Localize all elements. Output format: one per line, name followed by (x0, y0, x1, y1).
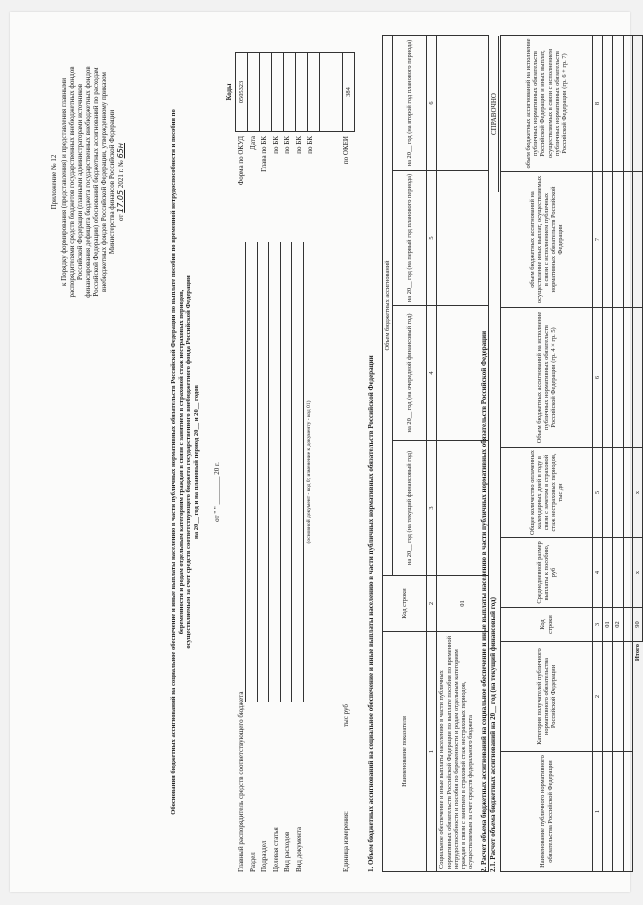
code-bk-2 (284, 53, 296, 132)
doc-note: (основной документ - код 0; изменение к документу - код 01) (306, 400, 312, 544)
s2-num: 2 (593, 642, 603, 752)
s2-head: Среднедневной размер выплаты к пособию, руб (501, 538, 593, 608)
reference-label: СПРАВОЧНО (490, 36, 499, 192)
s1-num: 6 (427, 35, 437, 170)
section2-table (500, 35, 643, 872)
s2-num: 7 (593, 172, 603, 308)
s2-num: 1 (593, 752, 603, 872)
s2-row-code (623, 608, 632, 642)
field-vid-dokumenta: Вид документа (294, 826, 303, 872)
field-podrazdel: Подраздел (260, 840, 268, 872)
title-line-2: беременности и родам отдельным категориям граждан в связи с занятием в страховой стаж нестраховых периодов, (177, 289, 185, 635)
s2-row-code: 02 (613, 608, 623, 642)
s1-head-code: Код строки (383, 576, 427, 632)
appendix-line: к Порядку формирования (представления) и представления главными (60, 77, 69, 287)
s2-row-code: 01 (603, 608, 613, 642)
code-label: по БК (306, 136, 314, 154)
code-date (248, 53, 260, 132)
s1-num: 5 (427, 171, 437, 306)
field-line (280, 242, 281, 702)
s2-head: Общее количество оплаченных календарных дней в году в связи с зачетом в страховой стаж нестраховых периодов, тыс дн (501, 448, 593, 538)
section1-title: 1. Объем бюджетных ассигнований на социальное обеспечение и иные выплаты населению в части публичных нормативных обязательств Российской Федерации (367, 355, 375, 872)
s1-num: 3 (427, 441, 437, 576)
order-number: 65н (116, 142, 126, 159)
order-prefix: от (117, 214, 126, 222)
field-line (257, 242, 258, 702)
order-date: 17.05 (116, 189, 126, 213)
s1-row-code: 01 (437, 576, 489, 632)
appendix-line: внебюджетных фондов Российской Федерации, утвержденному приказом (100, 72, 109, 292)
s2-head: Объем бюджетных ассигнований на исполнение публичных нормативных обязательств Российской Федерации (гр. 4 × гр. 5) (501, 308, 593, 448)
total-x: x (632, 538, 642, 608)
total-code: 90 (632, 608, 642, 642)
s2-num: 5 (593, 448, 603, 538)
appendix-line: финансирования дефицита бюджета государственных внебюджетных фондов (84, 66, 93, 298)
code-label: Дата (248, 136, 257, 150)
field-line (245, 242, 246, 702)
table-row (613, 36, 623, 872)
s1-head-name: Наименование показателя (383, 632, 427, 872)
code-empty (320, 53, 343, 132)
date-line: от " " ________ 20 г. (213, 462, 221, 522)
unit-value: тыс руб (342, 704, 350, 727)
code-label: Глава по БК (260, 136, 268, 172)
s1-head-group: Объем бюджетных ассигнований (383, 35, 393, 575)
s1-head-y2: на 20__ год (на очередной финансовый год) (393, 306, 427, 441)
appendix-line: Российской Федерации) обоснований бюджетных ассигнований по расходам (92, 67, 101, 297)
code-bk-3 (296, 53, 308, 132)
appendix-line: распорядителями средств бюджетов государственных внебюджетных фондов (68, 66, 77, 298)
appendix-line: Российской Федерации (главными администраторами источников (76, 83, 85, 281)
s2-head: объем бюджетных ассигнований на исполнение публичных нормативных обязательств Российской Федерации и иных выплат, осуществляемых в связи с исполнением публичных нормативных обязательств Российской Федерации (гр. 6 + гр. 7) (501, 36, 593, 172)
appendix-title: Приложение № 12 (50, 154, 58, 210)
s2-head: Наименование публичного нормативного обязательства Российской Федерации (501, 752, 593, 872)
field-glavny: Главный распорядитель средств соответствующего бюджета (237, 691, 245, 872)
field-razdel: Раздел (248, 852, 257, 872)
field-celevaya: Целевая статья (271, 827, 280, 872)
total-x: x (632, 448, 642, 538)
fields-block (236, 232, 305, 872)
section1-table (382, 35, 489, 872)
document-title (170, 52, 200, 872)
order-year: 2021 г. № (117, 160, 126, 189)
s2-num: 4 (593, 538, 603, 608)
appendix-line: Министерства финансов Российской Федерации (108, 109, 117, 255)
field-line (291, 242, 292, 702)
s1-head-y3: на 20__ год (на первый год планового периода) (393, 171, 427, 306)
order-line (116, 32, 125, 332)
section2-subtitle: 2.1. Расчет объема бюджетных ассигнований на 20__ год (на текущий финансовый год) (489, 597, 497, 872)
s1-num: 1 (427, 632, 437, 872)
field-line (268, 242, 269, 702)
codes-table (235, 52, 355, 132)
total-row (632, 36, 642, 872)
s2-num: 3 (593, 608, 603, 642)
s1-num: 4 (427, 306, 437, 441)
code-label: по БК (294, 136, 303, 154)
okei-label: по ОКЕИ (342, 136, 350, 165)
code-label: Форма по ОКУД (237, 136, 245, 186)
s1-row-text: Социальное обеспечение и иные выплаты населению в части публичных нормативных обязательств Российской Федерации по выплате пособия по временной нетрудоспособности и пособия по беременности и родам отдельным категориям граждан в связи с занятием в страховой стаж нестраховых периодов, осуществляемым за счет средств федерального бюджета (437, 632, 489, 872)
s2-head: Код строки (501, 608, 593, 642)
codes-header: Коды (225, 83, 233, 101)
table-row (603, 36, 613, 872)
field-line (303, 242, 304, 702)
code-bk-4 (308, 53, 320, 132)
total-label: Итого (633, 644, 641, 662)
s2-num: 6 (593, 308, 603, 448)
unit-label: Единица измерения: (342, 811, 350, 872)
code-bk-1 (272, 53, 284, 132)
code-okud: 0505323 (236, 53, 248, 132)
title-line-4: на 20__ год и на плановый период 20__ и 20__ годов (192, 385, 200, 539)
s2-head: Категория получателей публичного нормативного обязательства Российской Федерации (501, 642, 593, 752)
s1-head-y4: на 20__ год (на второй год планового периода) (393, 35, 427, 170)
code-label: по БК (271, 136, 280, 154)
s2-head: объем бюджетных ассигнований на осуществление иных выплат, осуществляемых в связи с исполнением публичных нормативных обязательств Российской Федерации (501, 172, 593, 308)
code-okei: 384 (343, 53, 355, 132)
s1-head-y1: на 20__ год (на текущий финансовый год) (393, 441, 427, 576)
field-vid-raskhodov: Вид расходов (283, 831, 291, 872)
s2-num: 8 (593, 36, 603, 172)
section2-title: 2. Расчет объема бюджетных ассигнований на социальное обеспечение и иные выплаты населению в части публичных нормативных обязательств Российской Федерации (480, 330, 488, 872)
code-label: по БК (283, 136, 291, 154)
codes-labels (236, 136, 317, 232)
table-row (623, 36, 632, 872)
title-line-1: Обоснования бюджетных ассигнований на социальное обеспечение и иные выплаты населению в части публичных нормативных обязательств Российской Федерации по выплате пособия по временной нетрудоспособности и пособия по (170, 109, 177, 815)
scanned-document (10, 12, 641, 892)
appendix-block (50, 32, 126, 332)
title-line-3: осуществляемым за счет средств соответствующего бюджета государственного внебюджетного фонда Российской Федерации (185, 275, 193, 649)
s1-num: 2 (427, 576, 437, 632)
code-glava (260, 53, 272, 132)
